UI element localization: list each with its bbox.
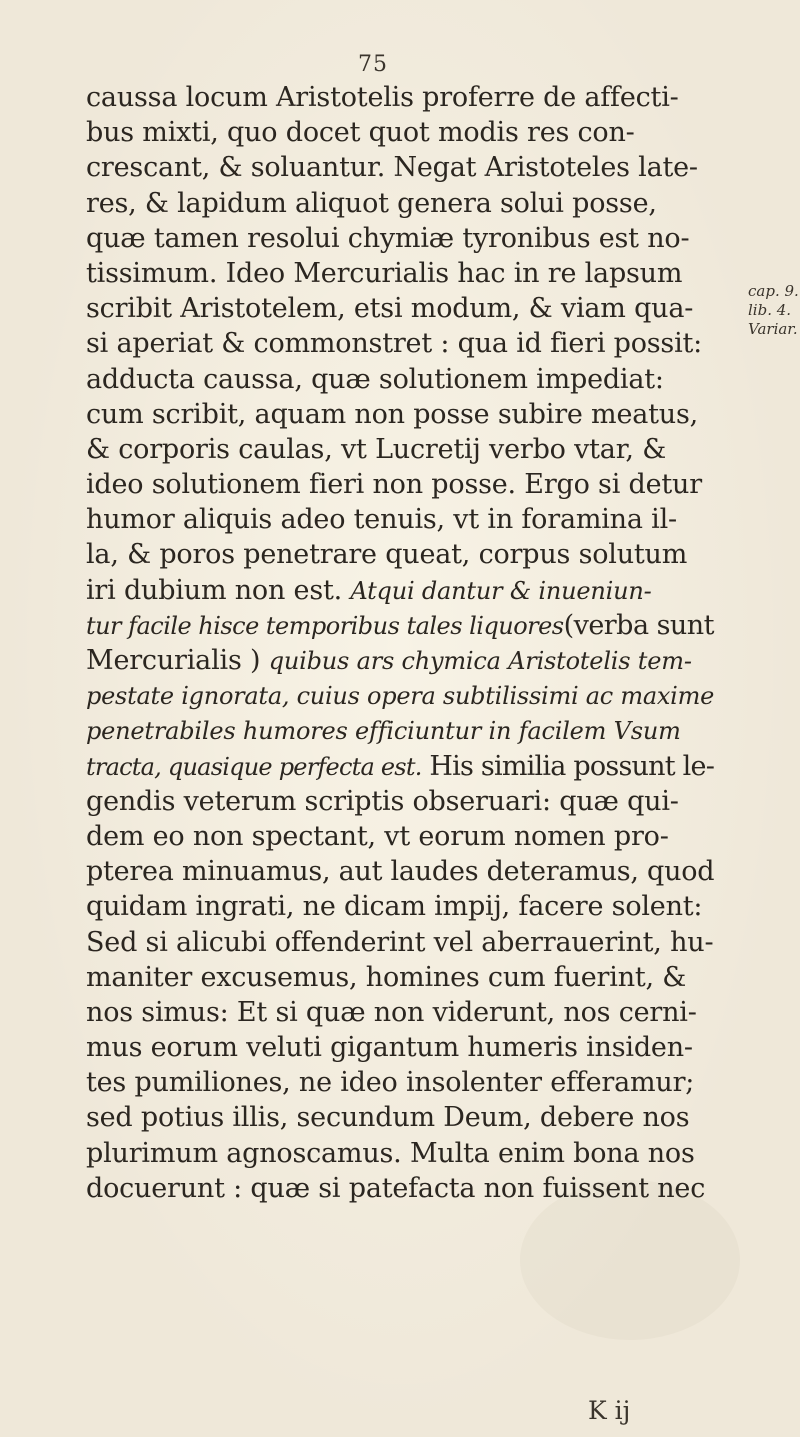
italic-quote-text: penetrabiles humores efficiuntur in facilem Vsum	[86, 717, 681, 746]
italic-quote-text: pestate ignorata, cuius opera subtilissimi ac maxime	[86, 682, 715, 711]
roman-text: Sed si alicubi offenderint vel aberrauerint, hu-	[86, 926, 714, 958]
italic-quote-text: tur facile hisce temporibus tales liquores	[86, 611, 564, 640]
text-line	[86, 854, 715, 889]
text-line	[86, 326, 706, 361]
margin-note	[748, 282, 800, 339]
text-line	[86, 1171, 706, 1206]
text-line	[86, 995, 706, 1030]
roman-text: crescant, & soluantur. Negat Aristoteles late-	[86, 152, 698, 184]
roman-text: bus mixti, quo docet quot modis res con-	[86, 117, 635, 149]
body-text	[86, 80, 715, 1206]
roman-text: docuerunt : quæ si patefacta non fuissent nec	[86, 1172, 706, 1204]
text-line	[86, 1065, 706, 1100]
text-line	[86, 397, 706, 432]
margin-note-line: Variar.	[748, 320, 798, 338]
roman-text: maniter excusemus, homines cum fuerint, &	[86, 961, 687, 993]
text-line	[86, 784, 706, 819]
text-line	[86, 889, 706, 924]
text-line	[86, 749, 715, 784]
roman-text: cum scribit, aquam non posse subire meatus,	[86, 398, 699, 430]
roman-text: nos simus: Et si quæ non viderunt, nos cerni-	[86, 996, 697, 1028]
text-line	[86, 573, 706, 608]
roman-text: humor aliquis adeo tenuis, vt in foramina il-	[86, 504, 677, 536]
text-line	[86, 1100, 706, 1135]
roman-text: pterea minuamus, aut laudes deteramus, quod	[86, 856, 715, 888]
text-line	[86, 80, 706, 115]
roman-text: & corporis caulas, vt Lucretij verbo vtar, &	[86, 433, 667, 465]
italic-quote-text: quibus ars chymica Aristotelis tem-	[268, 647, 692, 675]
text-line	[86, 819, 706, 854]
roman-text: (verba sunt	[563, 609, 714, 641]
text-line	[86, 925, 714, 960]
roman-text: scribit Aristotelem, etsi modum, & viam qua-	[86, 293, 694, 325]
text-line	[86, 1030, 706, 1065]
roman-text: res, & lapidum aliquot genera solui posse,	[86, 187, 657, 219]
roman-text: Mercurialis )	[86, 645, 269, 676]
roman-text: plurimum agnoscamus. Multa enim bona nos	[86, 1137, 695, 1169]
margin-note-line: cap. 9.	[748, 282, 799, 300]
text-line	[86, 502, 706, 537]
text-line	[86, 221, 706, 256]
text-line	[86, 432, 706, 467]
roman-text: iri dubium non est.	[86, 574, 351, 606]
roman-text: adducta caussa, quæ solutionem impediat:	[86, 363, 664, 395]
text-line	[86, 537, 706, 572]
text-line	[86, 678, 715, 713]
roman-text: gendis veterum scriptis obseruari: quæ qui-	[86, 785, 679, 817]
italic-quote-text: tracta, quasique perfecta est.	[86, 752, 422, 781]
text-line	[86, 186, 706, 221]
text-line	[86, 291, 706, 326]
signature-mark: K ij	[588, 1396, 631, 1425]
roman-text: quidam ingrati, ne dicam impij, facere solent:	[86, 891, 703, 923]
roman-text: His similia possunt le-	[421, 750, 715, 782]
page-number: 75	[358, 52, 388, 77]
roman-text: quæ tamen resolui chymiæ tyronibus est no-	[86, 222, 690, 254]
italic-quote-text: Atqui dantur & inueniun-	[350, 576, 652, 605]
text-line	[86, 643, 706, 678]
text-line	[86, 713, 706, 748]
roman-text: ideo solutionem fieri non posse. Ergo si detur	[86, 469, 702, 501]
margin-note-line: lib. 4.	[748, 301, 792, 319]
text-line	[86, 467, 706, 502]
roman-text: mus eorum veluti gigantum humeris insiden-	[86, 1032, 693, 1064]
text-line	[86, 1136, 706, 1171]
roman-text: dem eo non spectant, vt eorum nomen pro-	[86, 820, 669, 852]
roman-text: sed potius illis, secundum Deum, debere nos	[86, 1102, 690, 1134]
roman-text: si aperiat & commonstret : qua id fieri possit:	[86, 328, 703, 360]
text-line	[86, 608, 714, 643]
text-line	[86, 150, 706, 185]
roman-text: caussa locum Aristotelis proferre de affecti-	[86, 82, 679, 113]
text-line	[86, 115, 706, 150]
text-line	[86, 362, 706, 397]
text-line	[86, 256, 706, 291]
text-line	[86, 960, 706, 995]
roman-text: tes pumiliones, ne ideo insolenter efferamur;	[86, 1067, 695, 1099]
roman-text: tissimum. Ideo Mercurialis hac in re lapsum	[86, 257, 683, 289]
roman-text: la, & poros penetrare queat, corpus solutum	[86, 539, 688, 571]
